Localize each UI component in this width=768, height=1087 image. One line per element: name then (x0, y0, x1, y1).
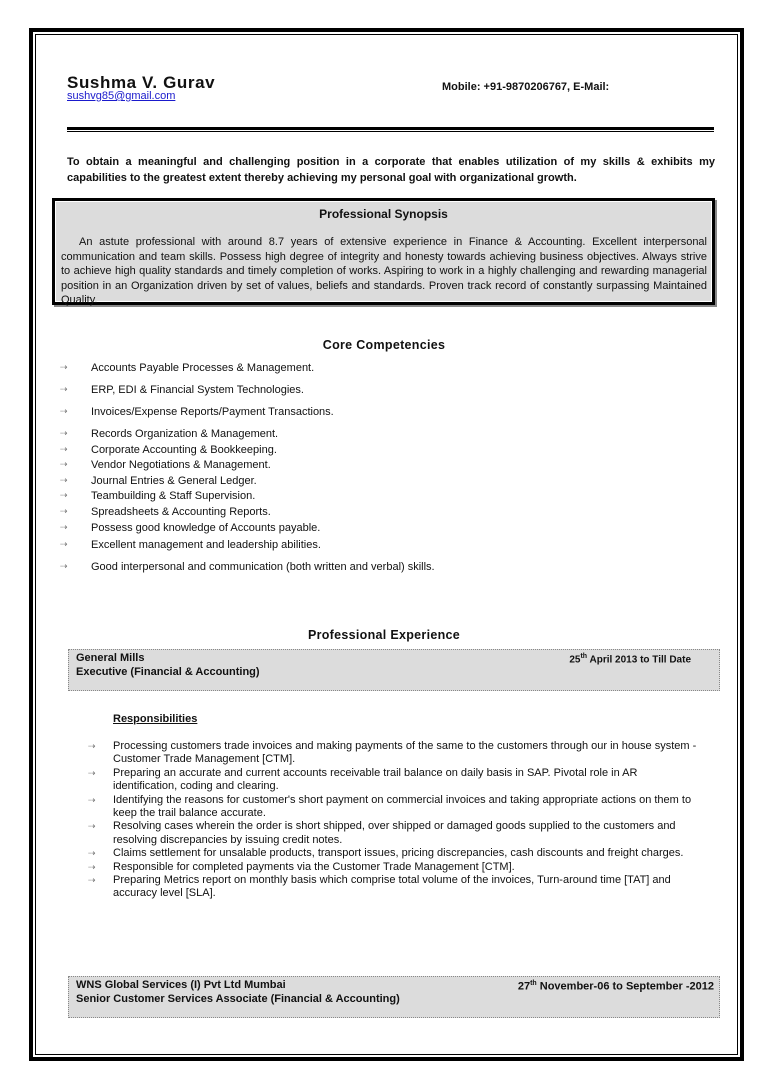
arrow-bullet-icon: ⇢ (60, 406, 68, 416)
arrow-bullet-icon: ⇢ (88, 848, 96, 859)
synopsis-text: An astute professional with around 8.7 years of extensive experience in Finance & Accounting. Excellent interpersonal communication and team skills. Possess high degree of integrity and honesty towards achieving business objectives. Always strive to achieve high quality standards and timely completion of works. Aspiring to work in a highly challenging and rewarding managerial position in an Organization driven by set of values, beliefs and standards. Proven track record of constantly surpassing Maintained Quality. (61, 236, 707, 307)
company-name: WNS Global Services (I) Pvt Ltd Mumbai (76, 979, 286, 991)
arrow-bullet-icon: ⇢ (60, 428, 68, 438)
arrow-bullet-icon: ⇢ (88, 875, 96, 886)
experience-title: Professional Experience (307, 628, 461, 642)
responsibilities-list (88, 740, 698, 901)
list-item: ⇢ Spreadsheets & Accounting Reports. (60, 505, 271, 518)
header-divider-thin (67, 131, 714, 132)
email-link[interactable]: sushvg85@gmail.com (67, 90, 176, 102)
synopsis-box (52, 198, 715, 305)
contact-info: Mobile: +91-9870206767, E-Mail: (442, 81, 610, 93)
list-item: ⇢ Possess good knowledge of Accounts payable. (60, 522, 321, 534)
arrow-bullet-icon: ⇢ (60, 443, 68, 454)
company-name: General Mills (76, 652, 145, 664)
list-item: ⇢ Invoices/Expense Reports/Payment Transactions. (60, 406, 334, 418)
arrow-bullet-icon: ⇢ (60, 505, 68, 516)
list-item: ⇢ Excellent management and leadership abilities. (60, 538, 321, 551)
arrow-bullet-icon: ⇢ (88, 861, 96, 872)
arrow-bullet-icon: ⇢ (60, 384, 68, 394)
arrow-bullet-icon: ⇢ (60, 474, 68, 485)
arrow-bullet-icon: ⇢ (88, 767, 96, 778)
responsibilities-title: Responsibilities (113, 713, 198, 725)
objective-text: To obtain a meaningful and challenging position in a corporate that enables utilization of my skills & exhibits my capabilities to the greatest extent thereby achieving my personal goal with organizational growth. (67, 156, 715, 184)
job-dates: 25th April 2013 to Till Date (569, 653, 691, 666)
arrow-bullet-icon: ⇢ (60, 538, 68, 549)
arrow-bullet-icon: ⇢ (88, 821, 96, 832)
list-item: ⇢ Records Organization & Management. (60, 428, 279, 440)
job-role: Executive (Financial & Accounting) (76, 666, 260, 678)
list-item: ⇢ Good interpersonal and communication (both written and verbal) skills. (60, 560, 435, 573)
arrow-bullet-icon: ⇢ (60, 459, 68, 469)
list-item: ⇢ Vendor Negotiations & Management. (60, 459, 271, 471)
synopsis-title: Professional Synopsis (319, 207, 448, 221)
list-item: ⇢ Corporate Accounting & Bookkeeping. (60, 443, 277, 456)
list-item: ⇢ Claims settlement for unsalable products, transport issues, pricing discrepancies, cash discounts and freight charges. (88, 847, 684, 860)
list-item: ⇢ ERP, EDI & Financial System Technologies. (60, 384, 304, 396)
competencies-list (60, 362, 435, 577)
arrow-bullet-icon: ⇢ (88, 794, 96, 805)
list-item: ⇢ Journal Entries & General Ledger. (60, 474, 257, 487)
list-item: ⇢ Resolving cases wherein the order is short shipped, over shipped or damaged goods supplied to the customers and resolving discrepancies by issuing credit notes. (88, 820, 676, 846)
arrow-bullet-icon: ⇢ (60, 560, 68, 571)
arrow-bullet-icon: ⇢ (60, 522, 68, 532)
list-item: ⇢ Identifying the reasons for customer's short payment on commercial invoices and taking appropriate actions on them to keep the trail balance accurate. (88, 793, 692, 820)
list-item: ⇢ Accounts Payable Processes & Management. (60, 362, 315, 374)
job-header-wns (68, 976, 720, 1018)
job-dates: 27th November-06 to September -2012 (517, 980, 714, 993)
competencies-title: Core Competencies (322, 338, 446, 352)
arrow-bullet-icon: ⇢ (60, 362, 68, 372)
arrow-bullet-icon: ⇢ (60, 490, 68, 500)
list-item: ⇢ Preparing an accurate and current accounts receivable trail balance on daily basis in SAP. Pivotal role in AR identification, coding and clearing. (88, 766, 638, 793)
candidate-name: Sushma V. Gurav (67, 73, 216, 92)
job-role: Senior Customer Services Associate (Financial & Accounting) (76, 993, 400, 1005)
arrow-bullet-icon: ⇢ (88, 741, 96, 751)
list-item: ⇢ Teambuilding & Staff Supervision. (60, 490, 256, 502)
list-item: ⇢ Responsible for completed payments via the Customer Trade Management [CTM]. (88, 860, 515, 873)
list-item: ⇢ Preparing Metrics report on monthly basis which comprise total volume of the invoices, Turn-around time [TAT] and accuracy level [SLA]. (88, 874, 671, 900)
job-header-general-mills (68, 649, 720, 691)
header-divider (67, 127, 714, 130)
list-item: ⇢ Processing customers trade invoices and making payments of the same to the customers through our in house system - Customer Trade Management [CTM]. (88, 740, 697, 766)
